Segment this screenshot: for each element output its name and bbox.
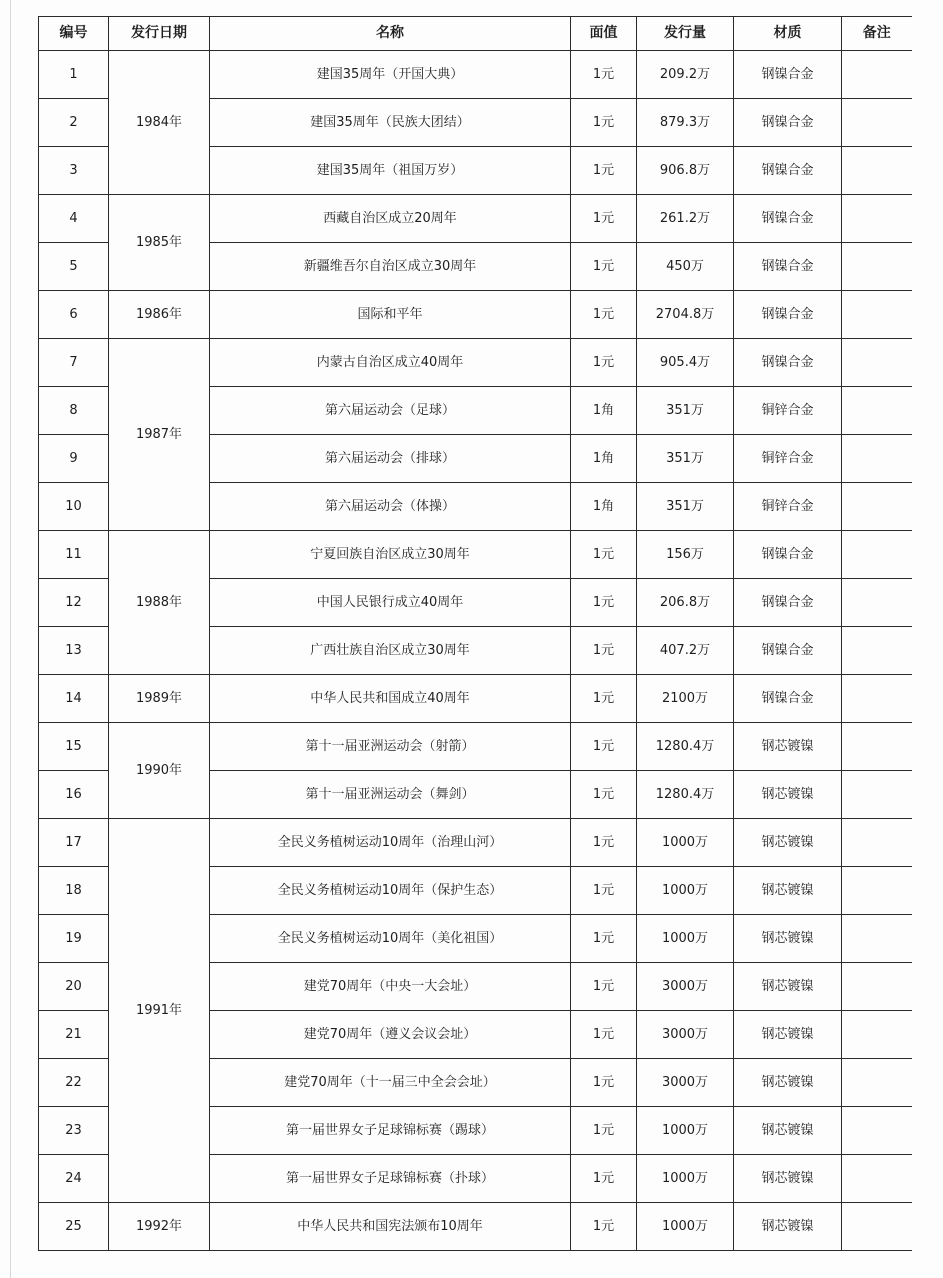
cell-mintage: 2704.8万 (637, 291, 734, 339)
cell-number: 11 (39, 531, 109, 579)
cell-remarks (842, 1107, 912, 1155)
cell-name: 第十一届亚洲运动会（舞剑） (210, 771, 571, 819)
cell-name: 中国人民银行成立40周年 (210, 579, 571, 627)
cell-number: 20 (39, 963, 109, 1011)
header-number: 编号 (39, 17, 109, 51)
cell-material: 钢芯镀镍 (734, 867, 842, 915)
cell-mintage: 450万 (637, 243, 734, 291)
table-header-row (39, 17, 912, 51)
cell-number: 3 (39, 147, 109, 195)
cell-material: 钢芯镀镍 (734, 723, 842, 771)
cell-remarks (842, 243, 912, 291)
table-row (39, 819, 912, 867)
cell-name: 宁夏回族自治区成立30周年 (210, 531, 571, 579)
cell-mintage: 1000万 (637, 1107, 734, 1155)
commemorative-coin-table (38, 16, 912, 1251)
cell-remarks (842, 1203, 912, 1251)
cell-name: 全民义务植树运动10周年（保护生态） (210, 867, 571, 915)
cell-face-value: 1元 (571, 291, 637, 339)
cell-number: 6 (39, 291, 109, 339)
header-face-value: 面值 (571, 17, 637, 51)
cell-material: 钢镍合金 (734, 339, 842, 387)
cell-mintage: 1280.4万 (637, 723, 734, 771)
cell-mintage: 1000万 (637, 1155, 734, 1203)
table-row (39, 51, 912, 99)
cell-remarks (842, 963, 912, 1011)
cell-mintage: 1280.4万 (637, 771, 734, 819)
cell-number: 7 (39, 339, 109, 387)
cell-remarks (842, 1155, 912, 1203)
cell-name: 新疆维吾尔自治区成立30周年 (210, 243, 571, 291)
cell-mintage: 905.4万 (637, 339, 734, 387)
cell-material: 钢镍合金 (734, 51, 842, 99)
table-row (39, 339, 912, 387)
cell-remarks (842, 819, 912, 867)
cell-mintage: 209.2万 (637, 51, 734, 99)
cell-number: 13 (39, 627, 109, 675)
cell-material: 钢镍合金 (734, 675, 842, 723)
cell-face-value: 1元 (571, 147, 637, 195)
cell-material: 铜锌合金 (734, 483, 842, 531)
cell-material: 钢芯镀镍 (734, 915, 842, 963)
header-name: 名称 (210, 17, 571, 51)
cell-remarks (842, 771, 912, 819)
cell-mintage: 206.8万 (637, 579, 734, 627)
header-mintage: 发行量 (637, 17, 734, 51)
cell-number: 9 (39, 435, 109, 483)
cell-face-value: 1元 (571, 1203, 637, 1251)
cell-face-value: 1元 (571, 99, 637, 147)
cell-face-value: 1角 (571, 483, 637, 531)
cell-name: 建党70周年（中央一大会址） (210, 963, 571, 1011)
cell-number: 8 (39, 387, 109, 435)
cell-issue-date: 1985年 (109, 195, 210, 291)
cell-mintage: 879.3万 (637, 99, 734, 147)
cell-number: 25 (39, 1203, 109, 1251)
cell-number: 14 (39, 675, 109, 723)
cell-name: 建国35周年（祖国万岁） (210, 147, 571, 195)
cell-remarks (842, 147, 912, 195)
cell-number: 16 (39, 771, 109, 819)
cell-number: 2 (39, 99, 109, 147)
cell-material: 钢芯镀镍 (734, 963, 842, 1011)
cell-mintage: 1000万 (637, 867, 734, 915)
cell-name: 内蒙古自治区成立40周年 (210, 339, 571, 387)
cell-face-value: 1元 (571, 867, 637, 915)
cell-number: 12 (39, 579, 109, 627)
cell-remarks (842, 195, 912, 243)
cell-face-value: 1元 (571, 723, 637, 771)
cell-face-value: 1元 (571, 819, 637, 867)
table-row (39, 195, 912, 243)
table-row (39, 1203, 912, 1251)
cell-mintage: 3000万 (637, 1011, 734, 1059)
cell-mintage: 156万 (637, 531, 734, 579)
cell-name: 中华人民共和国成立40周年 (210, 675, 571, 723)
cell-remarks (842, 579, 912, 627)
cell-material: 钢芯镀镍 (734, 1011, 842, 1059)
cell-name: 第六届运动会（排球） (210, 435, 571, 483)
cell-material: 钢芯镀镍 (734, 819, 842, 867)
cell-face-value: 1元 (571, 1155, 637, 1203)
cell-face-value: 1元 (571, 339, 637, 387)
cell-face-value: 1元 (571, 51, 637, 99)
cell-name: 西藏自治区成立20周年 (210, 195, 571, 243)
table-body (39, 51, 912, 1251)
cell-name: 广西壮族自治区成立30周年 (210, 627, 571, 675)
cell-issue-date: 1990年 (109, 723, 210, 819)
cell-number: 1 (39, 51, 109, 99)
cell-name: 国际和平年 (210, 291, 571, 339)
cell-face-value: 1角 (571, 435, 637, 483)
cell-mintage: 1000万 (637, 915, 734, 963)
cell-face-value: 1元 (571, 1107, 637, 1155)
cell-material: 铜锌合金 (734, 435, 842, 483)
cell-number: 19 (39, 915, 109, 963)
cell-material: 铜锌合金 (734, 387, 842, 435)
cell-remarks (842, 1011, 912, 1059)
cell-mintage: 261.2万 (637, 195, 734, 243)
cell-number: 17 (39, 819, 109, 867)
cell-remarks (842, 723, 912, 771)
cell-mintage: 351万 (637, 435, 734, 483)
cell-face-value: 1元 (571, 195, 637, 243)
cell-name: 全民义务植树运动10周年（美化祖国） (210, 915, 571, 963)
cell-mintage: 351万 (637, 483, 734, 531)
cell-name: 建党70周年（遵义会议会址） (210, 1011, 571, 1059)
cell-material: 钢镍合金 (734, 147, 842, 195)
cell-face-value: 1元 (571, 579, 637, 627)
cell-material: 钢镍合金 (734, 99, 842, 147)
cell-issue-date: 1988年 (109, 531, 210, 675)
cell-material: 钢镍合金 (734, 195, 842, 243)
cell-name: 第十一届亚洲运动会（射箭） (210, 723, 571, 771)
cell-face-value: 1元 (571, 531, 637, 579)
header-issue-date: 发行日期 (109, 17, 210, 51)
cell-number: 22 (39, 1059, 109, 1107)
cell-issue-date: 1992年 (109, 1203, 210, 1251)
cell-number: 23 (39, 1107, 109, 1155)
cell-remarks (842, 531, 912, 579)
cell-face-value: 1元 (571, 1059, 637, 1107)
cell-issue-date: 1984年 (109, 51, 210, 195)
cell-name: 全民义务植树运动10周年（治理山河） (210, 819, 571, 867)
cell-material: 钢芯镀镍 (734, 1155, 842, 1203)
cell-number: 4 (39, 195, 109, 243)
cell-remarks (842, 387, 912, 435)
cell-name: 建国35周年（民族大团结） (210, 99, 571, 147)
cell-issue-date: 1991年 (109, 819, 210, 1203)
cell-mintage: 1000万 (637, 1203, 734, 1251)
cell-number: 15 (39, 723, 109, 771)
cell-material: 钢芯镀镍 (734, 1059, 842, 1107)
cell-material: 钢镍合金 (734, 579, 842, 627)
cell-remarks (842, 483, 912, 531)
cell-number: 21 (39, 1011, 109, 1059)
cell-face-value: 1元 (571, 243, 637, 291)
cell-face-value: 1元 (571, 771, 637, 819)
table-row (39, 291, 912, 339)
cell-name: 第一届世界女子足球锦标赛（踢球） (210, 1107, 571, 1155)
cell-remarks (842, 51, 912, 99)
cell-mintage: 3000万 (637, 1059, 734, 1107)
cell-name: 中华人民共和国宪法颁布10周年 (210, 1203, 571, 1251)
cell-number: 5 (39, 243, 109, 291)
cell-issue-date: 1987年 (109, 339, 210, 531)
cell-remarks (842, 1059, 912, 1107)
cell-remarks (842, 675, 912, 723)
header-material: 材质 (734, 17, 842, 51)
cell-material: 钢芯镀镍 (734, 1203, 842, 1251)
table-row (39, 531, 912, 579)
cell-face-value: 1元 (571, 675, 637, 723)
cell-number: 18 (39, 867, 109, 915)
cell-remarks (842, 915, 912, 963)
cell-issue-date: 1986年 (109, 291, 210, 339)
cell-mintage: 407.2万 (637, 627, 734, 675)
cell-mintage: 1000万 (637, 819, 734, 867)
cell-material: 钢镍合金 (734, 531, 842, 579)
cell-face-value: 1元 (571, 915, 637, 963)
cell-name: 建党70周年（十一届三中全会会址） (210, 1059, 571, 1107)
cell-mintage: 351万 (637, 387, 734, 435)
cell-number: 24 (39, 1155, 109, 1203)
cell-face-value: 1元 (571, 963, 637, 1011)
table-row (39, 723, 912, 771)
cell-remarks (842, 339, 912, 387)
cell-remarks (842, 99, 912, 147)
table-row (39, 675, 912, 723)
cell-material: 钢芯镀镍 (734, 771, 842, 819)
cell-material: 钢镍合金 (734, 627, 842, 675)
cell-name: 第六届运动会（足球） (210, 387, 571, 435)
cell-mintage: 906.8万 (637, 147, 734, 195)
cell-name: 第六届运动会（体操） (210, 483, 571, 531)
cell-remarks (842, 867, 912, 915)
cell-remarks (842, 435, 912, 483)
cell-remarks (842, 291, 912, 339)
header-remarks: 备注 (842, 17, 912, 51)
page-edge-line (10, 0, 11, 1278)
cell-material: 钢芯镀镍 (734, 1107, 842, 1155)
cell-face-value: 1元 (571, 1011, 637, 1059)
cell-material: 钢镍合金 (734, 291, 842, 339)
cell-issue-date: 1989年 (109, 675, 210, 723)
cell-mintage: 2100万 (637, 675, 734, 723)
cell-name: 第一届世界女子足球锦标赛（扑球） (210, 1155, 571, 1203)
cell-mintage: 3000万 (637, 963, 734, 1011)
cell-face-value: 1角 (571, 387, 637, 435)
cell-face-value: 1元 (571, 627, 637, 675)
cell-number: 10 (39, 483, 109, 531)
cell-remarks (842, 627, 912, 675)
cell-name: 建国35周年（开国大典） (210, 51, 571, 99)
cell-material: 钢镍合金 (734, 243, 842, 291)
